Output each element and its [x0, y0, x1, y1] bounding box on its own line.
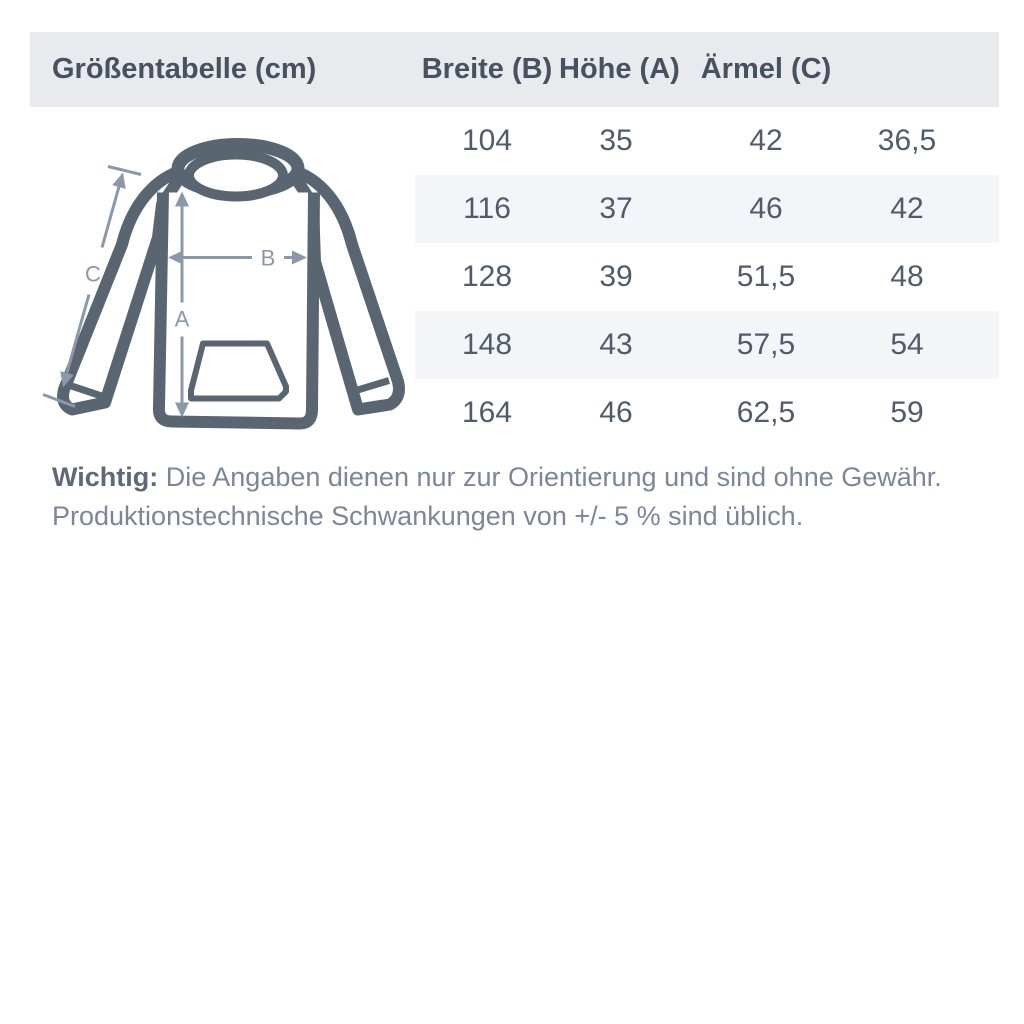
aermel-value: 54 — [890, 328, 924, 361]
aermel-value: 48 — [890, 260, 924, 293]
hood-inner-ring — [189, 155, 283, 197]
hoehe-value: 51,5 — [736, 260, 796, 293]
hoehe-value: 42 — [749, 124, 783, 157]
aermel-value: 59 — [890, 396, 924, 429]
aermel-value: 36,5 — [877, 124, 937, 157]
size-value: 104 — [461, 124, 513, 157]
disclaimer-note — [52, 458, 982, 536]
breite-value: 43 — [599, 328, 633, 361]
label-c: C — [85, 261, 101, 287]
arrow-c-head-top — [112, 173, 125, 189]
breite-value: 35 — [599, 124, 633, 157]
hoehe-value: 62,5 — [736, 396, 796, 429]
hoodie-pocket — [191, 344, 286, 399]
hoehe-value: 57,5 — [736, 328, 796, 361]
table-row — [415, 107, 999, 175]
column-header-aermel: Ärmel (C) — [700, 53, 832, 85]
column-header-breite: Breite (B) — [421, 53, 553, 85]
note-line2: Produktionstechnische Schwankungen von +/- 5 % sind üblich. — [52, 501, 804, 531]
hoodie-measurement-diagram — [40, 112, 410, 452]
table-row — [415, 175, 999, 243]
table-header — [30, 32, 999, 107]
size-value: 164 — [461, 396, 513, 429]
size-value: 128 — [461, 260, 513, 293]
hoehe-value: 46 — [749, 192, 783, 225]
note-label: Wichtig: — [52, 462, 159, 492]
size-value: 148 — [461, 328, 513, 361]
label-b: B — [260, 245, 276, 271]
size-value: 116 — [463, 192, 511, 225]
breite-value: 37 — [599, 192, 633, 225]
aermel-value: 42 — [890, 192, 924, 225]
label-a: A — [174, 306, 190, 332]
hoodie-outline-drawing — [40, 112, 410, 452]
breite-value: 46 — [599, 396, 633, 429]
table-title: Größentabelle (cm) — [52, 53, 317, 85]
table-row — [415, 311, 999, 379]
note-line1: Die Angaben dienen nur zur Orientierung und sind ohne Gewähr. — [165, 462, 942, 492]
breite-value: 39 — [599, 260, 633, 293]
column-header-hoehe: Höhe (A) — [559, 53, 680, 85]
table-row — [415, 243, 999, 311]
table-row — [415, 379, 999, 447]
size-table-body — [415, 107, 999, 447]
